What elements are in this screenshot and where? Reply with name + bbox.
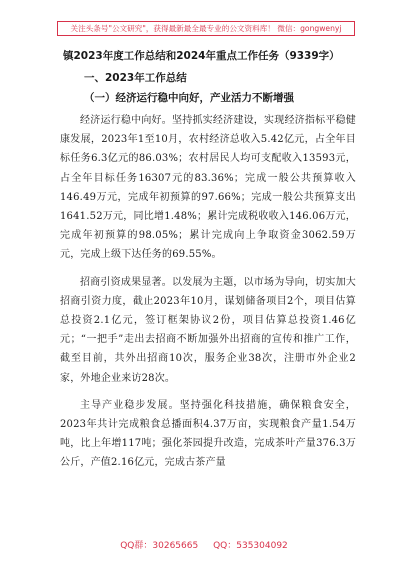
- qq-contact: QQ：535304092: [213, 541, 288, 551]
- subsection-heading: （一）经济运行稳中向好，产业活力不断增强: [84, 92, 294, 104]
- contact-footer: [0, 540, 408, 552]
- document-body: [60, 49, 356, 481]
- paragraph-industry: 主导产业稳步发展。坚持强化科技措施，确保粮食安全，2023年共计完成粮食总播面积4.37万亩，实现粮食产量1.54万吨，比上年增117吨；强化茶园提升改造，完成茶叶产量376.3万公斤，产值2.16亿元，完成古茶产量: [60, 399, 356, 469]
- promo-banner: 关注头条号"公文研究"，获得最新最全最专业的公文资料库！ 微信：gongwenyj: [57, 21, 355, 36]
- document-title: 镇2023年度工作总结和2024年重点工作任务（9339字）: [63, 50, 340, 62]
- paragraph-economy: 经济运行稳中向好。坚持抓实经济建设，实现经济指标平稳健康发展，2023年1至10月，农村经济总收入5.42亿元，占全年目标任务6.3亿元的86.03%；农村居民人均可支配收入13593元，占全年目标任务16307元的83.36%；完成一般公共预算收入146.49万元，完成年初预算的97.66%；完成一般公共预算支出1641.52万元，同比增1.48%；累计完成税收收入146.06万元，完成年初预算的98.05%；累计完成向上争取资金3062.59万元，完成上级下达任务的69.55%。: [60, 115, 356, 261]
- section-heading: 一、2023年工作总结: [84, 72, 187, 84]
- paragraph-investment: 招商引资成果显著。以发展为主题，以市场为导向，切实加大招商引资力度，截止2023年10月，谋划储备项目2个，项目估算总投资2.1亿元，签订框架协议2份，项目估算总投资1.46亿元；“一把手”走出去招商不断加强外出招商的宣传和推广工作，截至目前，共外出招商10次，服务企业38次，注册市外企业2家，外地企业来访28次。: [60, 276, 356, 384]
- qq-group: QQ群：30265665: [120, 541, 199, 551]
